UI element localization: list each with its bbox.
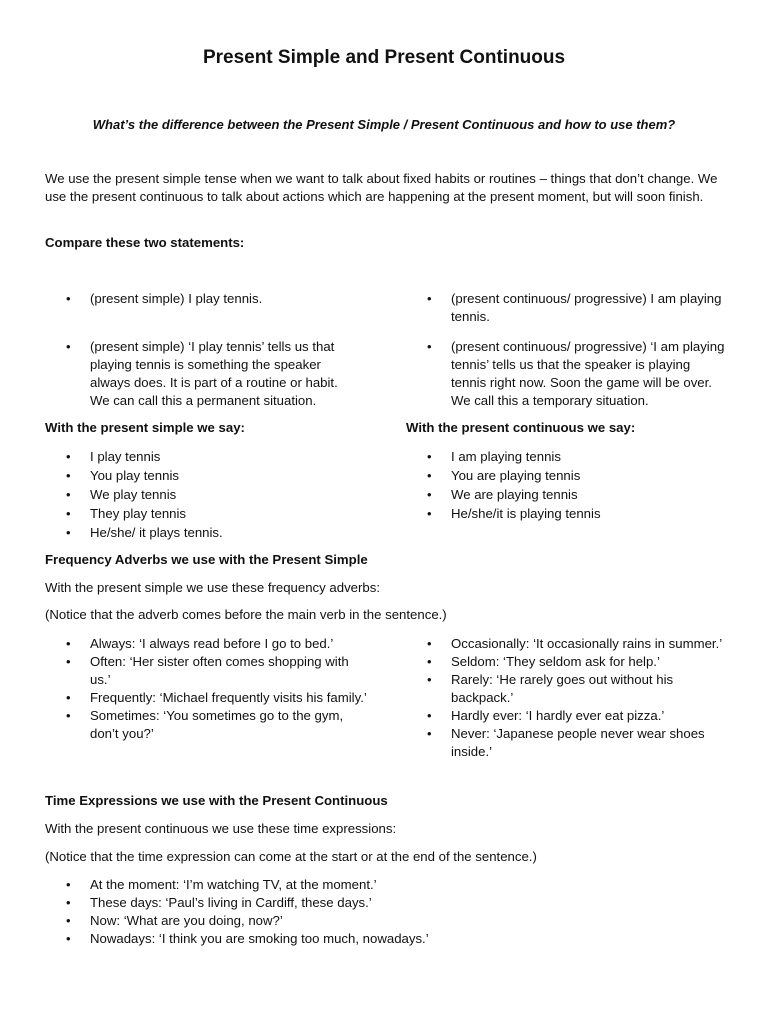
list-item: • You are playing tennis: [406, 466, 736, 485]
list-item: • Frequently: ‘Michael frequently visits his family.’: [45, 689, 370, 707]
list-item: • Often: ‘Her sister often comes shopping with us.’: [45, 653, 370, 689]
page-subtitle: What’s the difference between the Present Simple / Present Continuous and how to use them?: [92, 117, 676, 132]
simple-say-heading: With the present simple we say:: [45, 420, 245, 435]
continuous-say-heading: With the present continuous we say:: [406, 420, 636, 435]
list-item: • We are playing tennis: [406, 485, 736, 504]
frequency-heading: Frequency Adverbs we use with the Present Simple: [45, 552, 368, 567]
list-item: • Occasionally: ‘It occasionally rains in summer.’: [406, 635, 726, 653]
time-line-2: (Notice that the time expression can come at the start or at the end of the sentence.): [45, 849, 537, 864]
list-item: • We play tennis: [45, 485, 375, 504]
list-item: • (present simple) ‘I play tennis’ tells us that playing tennis is something the speaker always does. It is part of a routine or habit. We can call this a permanent situation.: [45, 338, 355, 410]
list-item: • Sometimes: ‘You sometimes go to the gym, don’t you?’: [45, 707, 370, 743]
list-item: • Nowadays: ‘I think you are smoking too much, nowadays.’: [45, 930, 735, 948]
list-item: • (present simple) I play tennis.: [45, 290, 355, 308]
compare-heading: Compare these two statements:: [45, 235, 245, 250]
compare-right-list: [406, 290, 726, 326]
time-heading: Time Expressions we use with the Present Continuous: [45, 793, 388, 808]
frequency-left-list: [45, 635, 370, 743]
frequency-line-2: (Notice that the adverb comes before the main verb in the sentence.): [45, 607, 447, 622]
list-item: • Never: ‘Japanese people never wear shoes inside.’: [406, 725, 726, 761]
frequency-line-1: With the present simple we use these frequency adverbs:: [45, 580, 380, 595]
list-item: • You play tennis: [45, 466, 375, 485]
simple-say-list: [45, 447, 375, 542]
list-item: • They play tennis: [45, 504, 375, 523]
time-list: [45, 876, 735, 948]
list-item: • Always: ‘I always read before I go to bed.’: [45, 635, 370, 653]
list-item: • Seldom: ‘They seldom ask for help.’: [406, 653, 726, 671]
list-item: • He/she/ it plays tennis.: [45, 523, 375, 542]
list-item: • Rarely: ‘He rarely goes out without his backpack.’: [406, 671, 726, 707]
compare-left-list: [45, 290, 355, 308]
list-item: • He/she/it is playing tennis: [406, 504, 736, 523]
page-title: Present Simple and Present Continuous: [202, 47, 566, 68]
intro-paragraph: We use the present simple tense when we want to talk about fixed habits or routines – things that don’t change. We use the present continuous to talk about actions which are happening at the present moment, but will soon finish.: [45, 171, 718, 204]
list-item: • These days: ‘Paul’s living in Cardiff, these days.’: [45, 894, 735, 912]
compare-right-list-2: [406, 338, 726, 410]
frequency-right-list: [406, 635, 726, 761]
list-item: • (present continuous/ progressive) I am playing tennis.: [406, 290, 726, 326]
time-line-1: With the present continuous we use these time expressions:: [45, 821, 397, 836]
list-item: • I play tennis: [45, 447, 375, 466]
list-item: • (present continuous/ progressive) ‘I am playing tennis’ tells us that the speaker is playing tennis right now. Soon the game will be over. We call this a temporary situation.: [406, 338, 726, 410]
list-item: • Hardly ever: ‘I hardly ever eat pizza.’: [406, 707, 726, 725]
list-item: • At the moment: ‘I’m watching TV, at the moment.’: [45, 876, 735, 894]
list-item: • Now: ‘What are you doing, now?’: [45, 912, 735, 930]
list-item: • I am playing tennis: [406, 447, 736, 466]
continuous-say-list: [406, 447, 736, 523]
compare-left-list-2: [45, 338, 355, 410]
